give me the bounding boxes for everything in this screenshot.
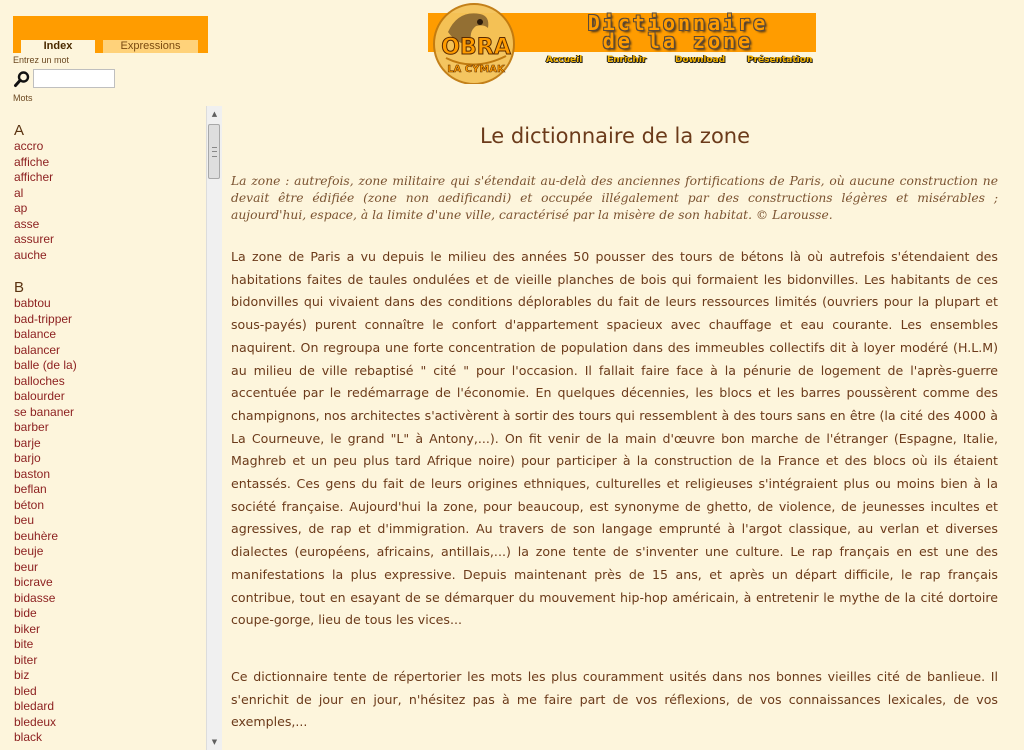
site-title (548, 11, 808, 53)
word-link[interactable]: biz (14, 668, 30, 682)
word-link[interactable]: bicrave (14, 575, 53, 589)
word-link[interactable]: babtou (14, 296, 51, 310)
word-link[interactable]: biter (14, 652, 38, 667)
letter-heading: B (14, 279, 25, 296)
scroll-thumb[interactable] (208, 124, 220, 179)
word-link[interactable]: bledeux (14, 714, 57, 729)
word-link[interactable]: assurer (14, 232, 55, 246)
letter-heading: A (14, 122, 25, 139)
word-link[interactable]: beflan (14, 482, 47, 496)
nav-enrichir[interactable]: Enrichir (607, 55, 647, 65)
word-link[interactable]: balourder (14, 389, 65, 403)
word-link[interactable]: beuje (14, 544, 44, 558)
definition-quote: La zone : autrefois, zone militaire qui s'étendait au-delà des anciennes fortifications de Paris, où aucune construction ne devait être édifiée (zone non aedificandi) et occupée illégalement par des constructions légères et misérables ; aujourd'hui, espace, à la limite d'une ville, caractérisé par la misère de son habitat. © Larousse. (231, 174, 998, 222)
word-link[interactable]: bite (14, 637, 34, 651)
word-link[interactable]: bled (14, 683, 37, 698)
search-input[interactable] (33, 69, 115, 88)
obra-logo (428, 2, 524, 84)
word-link[interactable]: balle (de la) (14, 358, 77, 372)
sidebar-tabbar (13, 16, 208, 53)
word-link[interactable]: black (14, 730, 43, 744)
word-link[interactable]: béton (14, 497, 45, 512)
word-link[interactable]: ap (14, 201, 28, 215)
word-link[interactable]: asse (14, 216, 40, 231)
word-link[interactable]: balloches (14, 373, 65, 388)
scrollbar[interactable] (206, 106, 222, 750)
word-link[interactable]: bidasse (14, 590, 56, 605)
word-link[interactable]: bad-tripper (14, 311, 73, 326)
word-list (0, 106, 206, 750)
word-link[interactable]: balance (14, 327, 57, 341)
tab-expressions[interactable]: Expressions (103, 40, 198, 53)
word-link[interactable]: beur (14, 559, 39, 574)
nav-download[interactable]: Download (675, 55, 726, 65)
purpose-paragraph: Ce dictionnaire tente de répertorier les mots les plus couramment usités dans nos bonnes vieilles cité de banlieue. Il s'enrichit de jour en jour, n'hésitez pas à me faire part de vos réflexions, de vos connaissances lexicales, de vos exemples,... (231, 669, 998, 730)
intro-paragraph: La zone de Paris a vu depuis le milieu des années 50 pousser des tours de bétons là où autrefois s'étendaient des habitations faites de taules ondulées et de vieille planches de bois qui formaient les bidonvilles. Les habitants de ces bidonvilles qui vivaient dans des conditions déplorables du fait de leurs ressources limités (ouvriers pour la plupart et sous-payés) purent connaître le confort d'appartement spacieux avec chauffage et eau courante. Les ensembles naquirent. On regroupa une forte concentration de population dans des immeubles collectifs dit à loyer modéré (H.L.M) au milieu de ville rebaptisé " cité " pour l'occasion. Il fallait faire face à la pénurie de logement de l'après-guerre accentuée par le redémarrage de l'économie. En quelques décennies, les blocs et les barres poussèrent comme des champignons, nos architectes s'activèrent à sortir des tours qui ressemblent à des tours sans en être (la cité des 4000 à La Courneuve, le grand "L" à Antony,...). On fit venir de la main d'œuvre bon marche de l'étranger (Espagne, Italie, Maghreb et un peu plus tard Afrique noire) pour participer à la construction de la France et des blocs où ils étaient entassés. Ces gens du fait de leurs origines ethniques, culturelles et religieuses s'intégraient plus ou moins bien à la société française. Aujourd'hui la zone, pour beaucoup, est synonyme de ghetto, de violence, de jeunesses incultes et agressives, de rap et d'immigration. Au travers de son langage emprunté à l'argot classique, au verlan et diverses dialectes (européens, africains, antillais,...) la zone tente de s'inventer une culture. Le rap français en est une des manifestations la plus expressive. Depuis maintenant près de 15 ans, et après un départ difficile, le rap français contribue, tout en esayant de se démarquer du mouvement hip-hop américain, à entretenir le mythe de la cité dortoire coupe-gorge, lieu de tous les vices... (231, 249, 998, 628)
word-link[interactable]: afficher (14, 170, 54, 184)
svg-text:LA CYMAK: LA CYMAK (447, 64, 505, 75)
word-link[interactable]: baston (14, 466, 51, 481)
search-icon[interactable] (13, 70, 31, 88)
word-link[interactable]: al (14, 185, 24, 200)
words-label: Mots (13, 93, 33, 103)
word-link[interactable]: biker (14, 621, 41, 636)
scroll-grip-icon (212, 147, 217, 157)
word-link[interactable]: barjo (14, 451, 41, 465)
word-link[interactable]: barje (14, 435, 41, 450)
nav-presentation[interactable]: Présentation (747, 55, 813, 65)
search-label: Entrez un mot (13, 55, 70, 65)
scroll-down-arrow-icon[interactable]: ▼ (211, 738, 218, 746)
word-link[interactable]: bledard (14, 699, 55, 713)
word-link[interactable]: beuhère (14, 528, 59, 543)
word-link[interactable]: se bananer (14, 404, 75, 419)
tab-index[interactable]: Index (21, 40, 95, 53)
svg-text:OBRA: OBRA (441, 35, 511, 60)
word-link[interactable]: beu (14, 513, 35, 527)
scroll-up-arrow-icon[interactable]: ▲ (211, 110, 218, 118)
site-title-line1: Dictionnaire (587, 11, 769, 35)
word-link[interactable]: auche (14, 247, 47, 262)
word-link[interactable]: balancer (14, 342, 61, 357)
nav-accueil[interactable]: Accueil (546, 55, 583, 65)
page-title: Le dictionnaire de la zone (479, 124, 751, 148)
site-title-line2: de la zone (602, 29, 754, 53)
sidebar (0, 0, 222, 750)
word-link[interactable]: accro (14, 139, 44, 153)
word-link[interactable]: barber (14, 420, 49, 434)
word-link[interactable]: bide (14, 606, 37, 620)
word-link[interactable]: affiche (14, 154, 50, 169)
